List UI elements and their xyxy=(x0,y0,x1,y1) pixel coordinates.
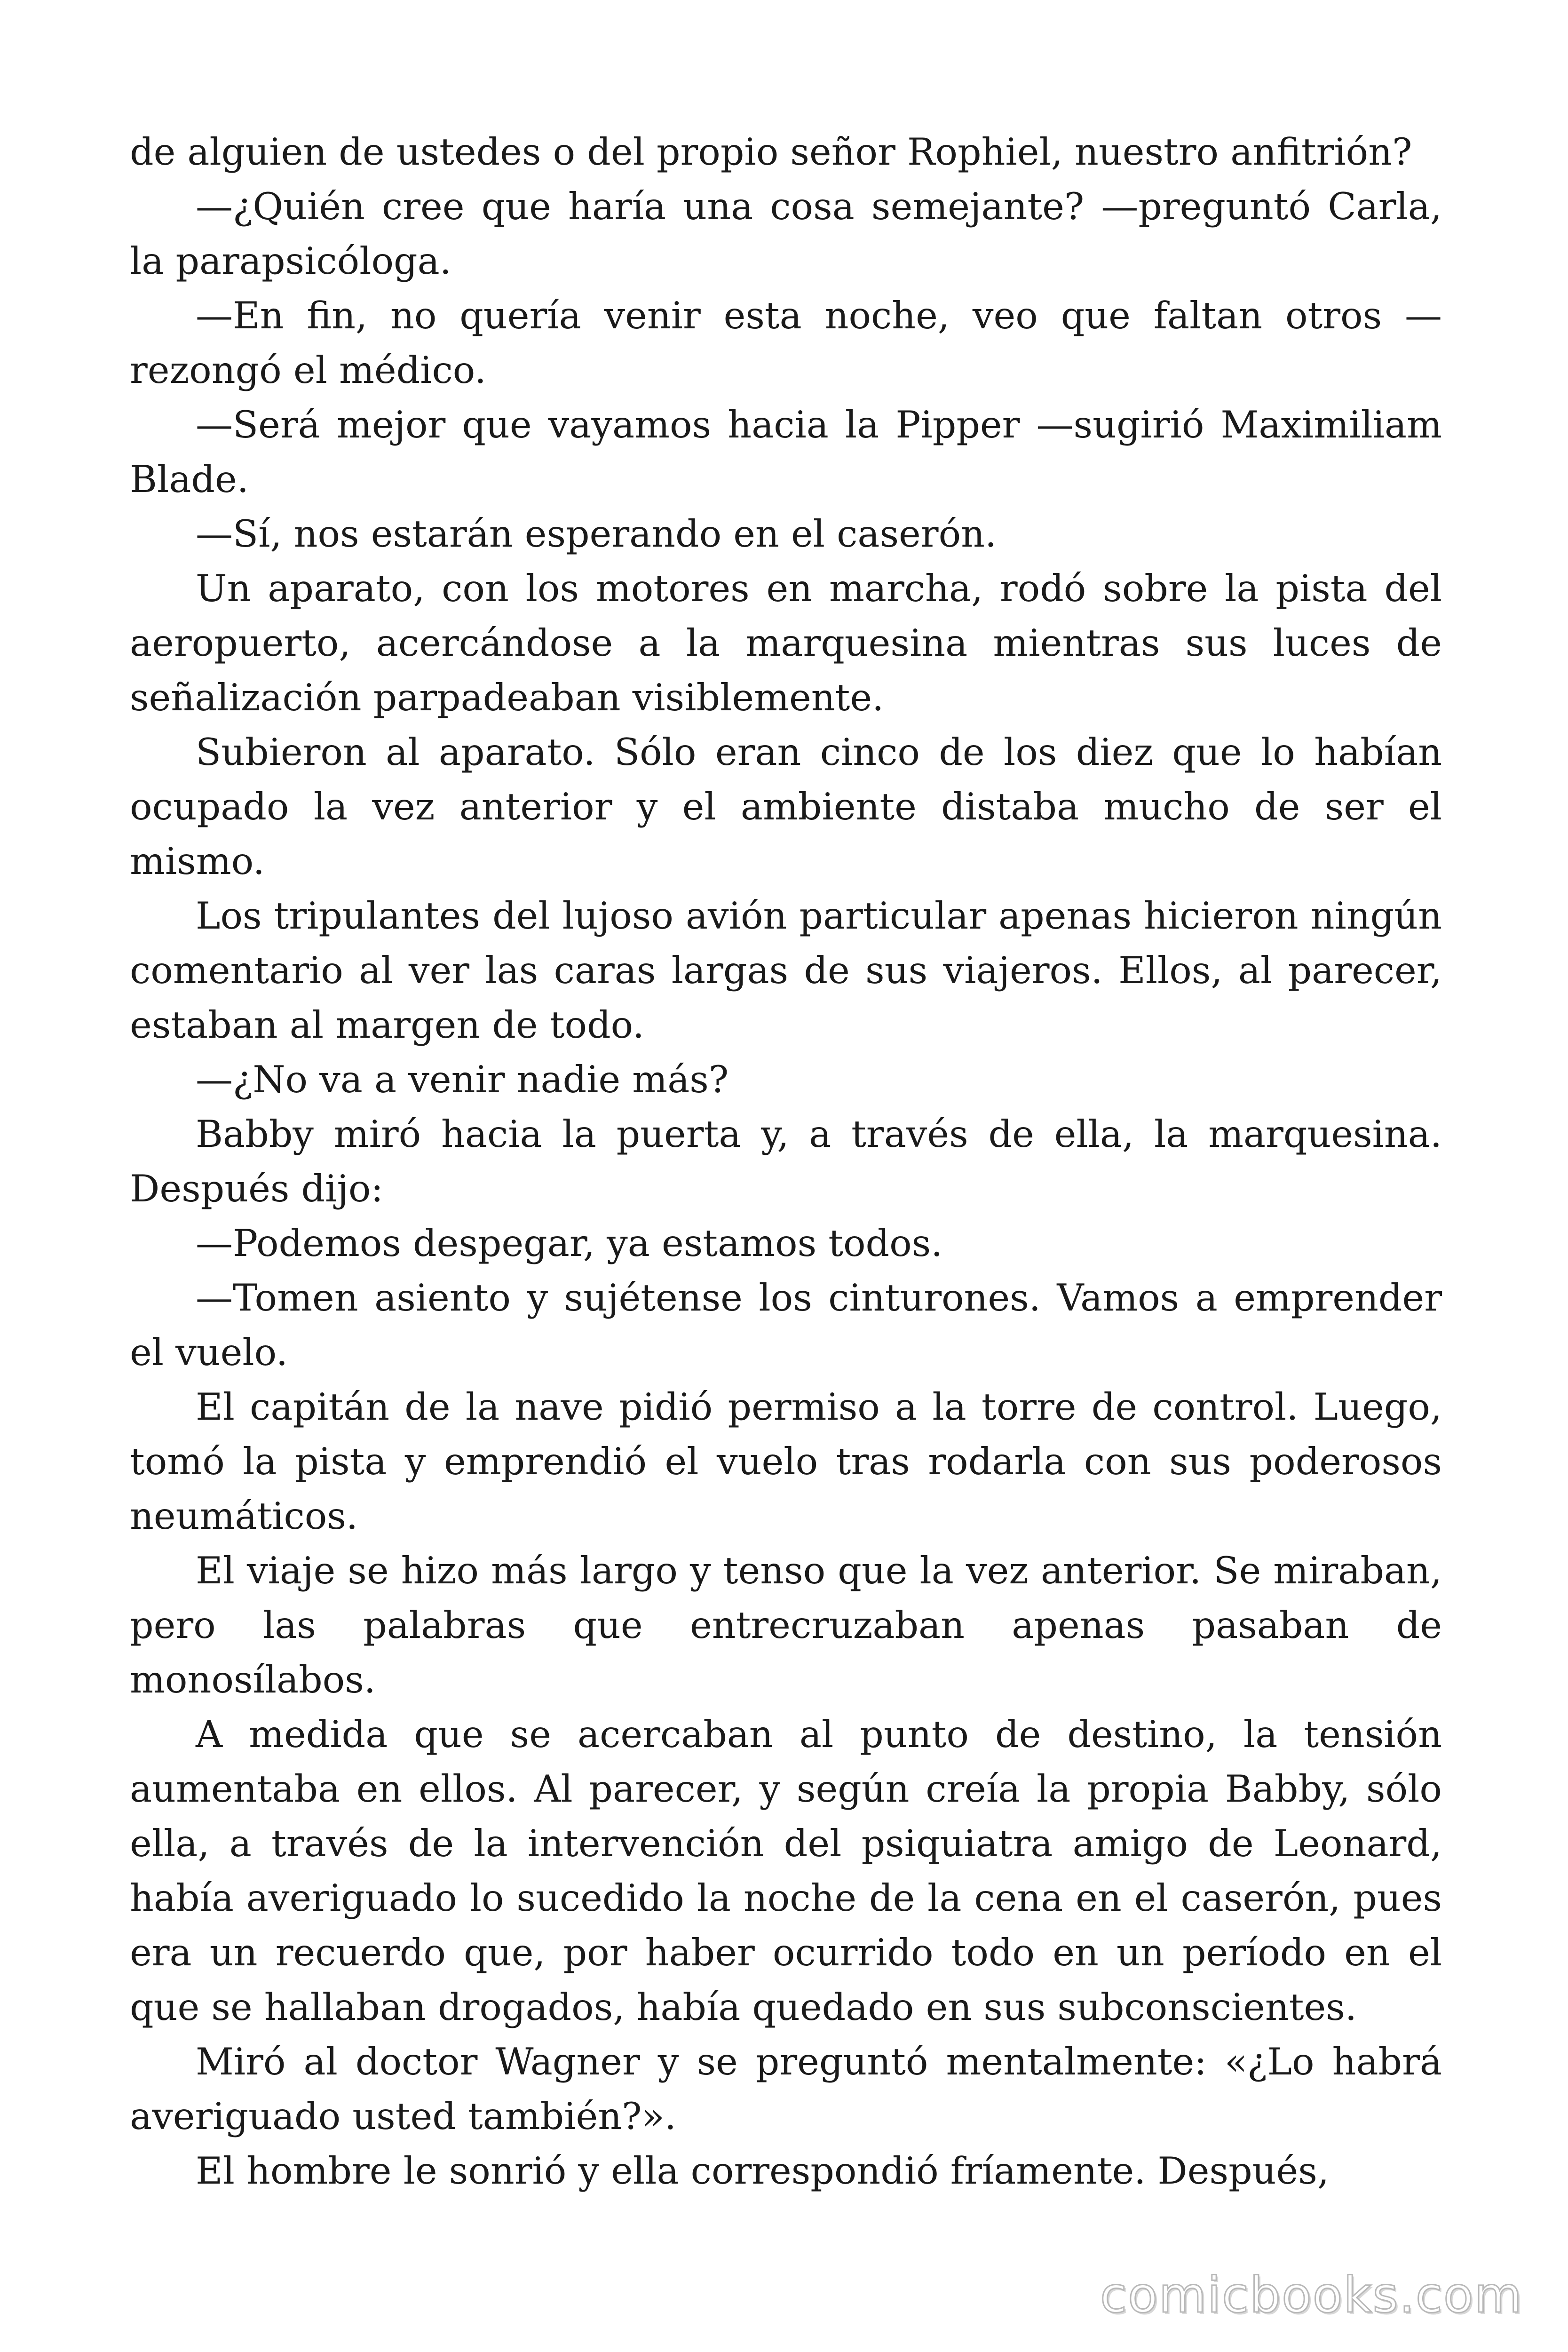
paragraph: —Sí, nos estarán esperando en el caserón. xyxy=(196,512,997,556)
paragraph: —Podemos despegar, ya estamos todos. xyxy=(196,1222,943,1265)
paragraph: —En fin, no quería venir esta noche, veo que faltan otros —rezongó el médico. xyxy=(130,294,1442,392)
paragraph: A medida que se acercaban al punto de destino, la tensión aumentaba en ellos. Al parecer, y según creía la propia Babby, sólo ella, a través de la intervención del psiquiatra amigo de Leonard, había averiguado lo sucedido la noche de la cena en el caserón, pues era un recuerdo que, por haber ocurrido todo en un período en el que se hallaban drogados, había quedado en sus subconscientes. xyxy=(130,1713,1442,2029)
paragraph: El capitán de la nave pidió permiso a la torre de control. Luego, tomó la pista y emprendió el vuelo tras rodarla con sus poderosos neumáticos. xyxy=(130,1385,1442,1538)
site-watermark: comicbooks.com xyxy=(1100,2266,1523,2324)
paragraph: —Tomen asiento y sujétense los cinturones. Vamos a emprender el vuelo. xyxy=(130,1276,1442,1374)
paragraph: Los tripulantes del lujoso avión particular apenas hicieron ningún comentario al ver las caras largas de sus viajeros. Ellos, al parecer, estaban al margen de todo. xyxy=(130,894,1442,1047)
paragraph: —¿Quién cree que haría una cosa semejante? —preguntó Carla, la parapsicóloga. xyxy=(130,185,1442,283)
paragraph: Miró al doctor Wagner y se preguntó mentalmente: «¿Lo habrá averiguado usted también?». xyxy=(130,2040,1442,2138)
paragraph: —Será mejor que vayamos hacia la Pipper —sugirió Maximiliam Blade. xyxy=(130,403,1442,501)
paragraph: Babby miró hacia la puerta y, a través de ella, la marquesina. Después dijo: xyxy=(130,1112,1442,1210)
paragraph: Un aparato, con los motores en marcha, rodó sobre la pista del aeropuerto, acercándose a la marquesina mientras sus luces de señalización parpadeaban visiblemente. xyxy=(130,567,1442,719)
paragraph: de alguien de ustedes o del propio señor Rophiel, nuestro anfitrión? xyxy=(130,130,1412,174)
paragraph: —¿No va a venir nadie más? xyxy=(196,1058,729,1101)
paragraph: Subieron al aparato. Sólo eran cinco de los diez que lo habían ocupado la vez anterior y el ambiente distaba mucho de ser el mismo. xyxy=(130,731,1442,883)
paragraph: El viaje se hizo más largo y tenso que la vez anterior. Se miraban, pero las palabras que entrecruzaban apenas pasaban de monosílabos. xyxy=(130,1549,1442,1701)
page-body xyxy=(130,125,1442,2198)
paragraph: El hombre le sonrió y ella correspondió fríamente. Después, xyxy=(196,2149,1329,2193)
